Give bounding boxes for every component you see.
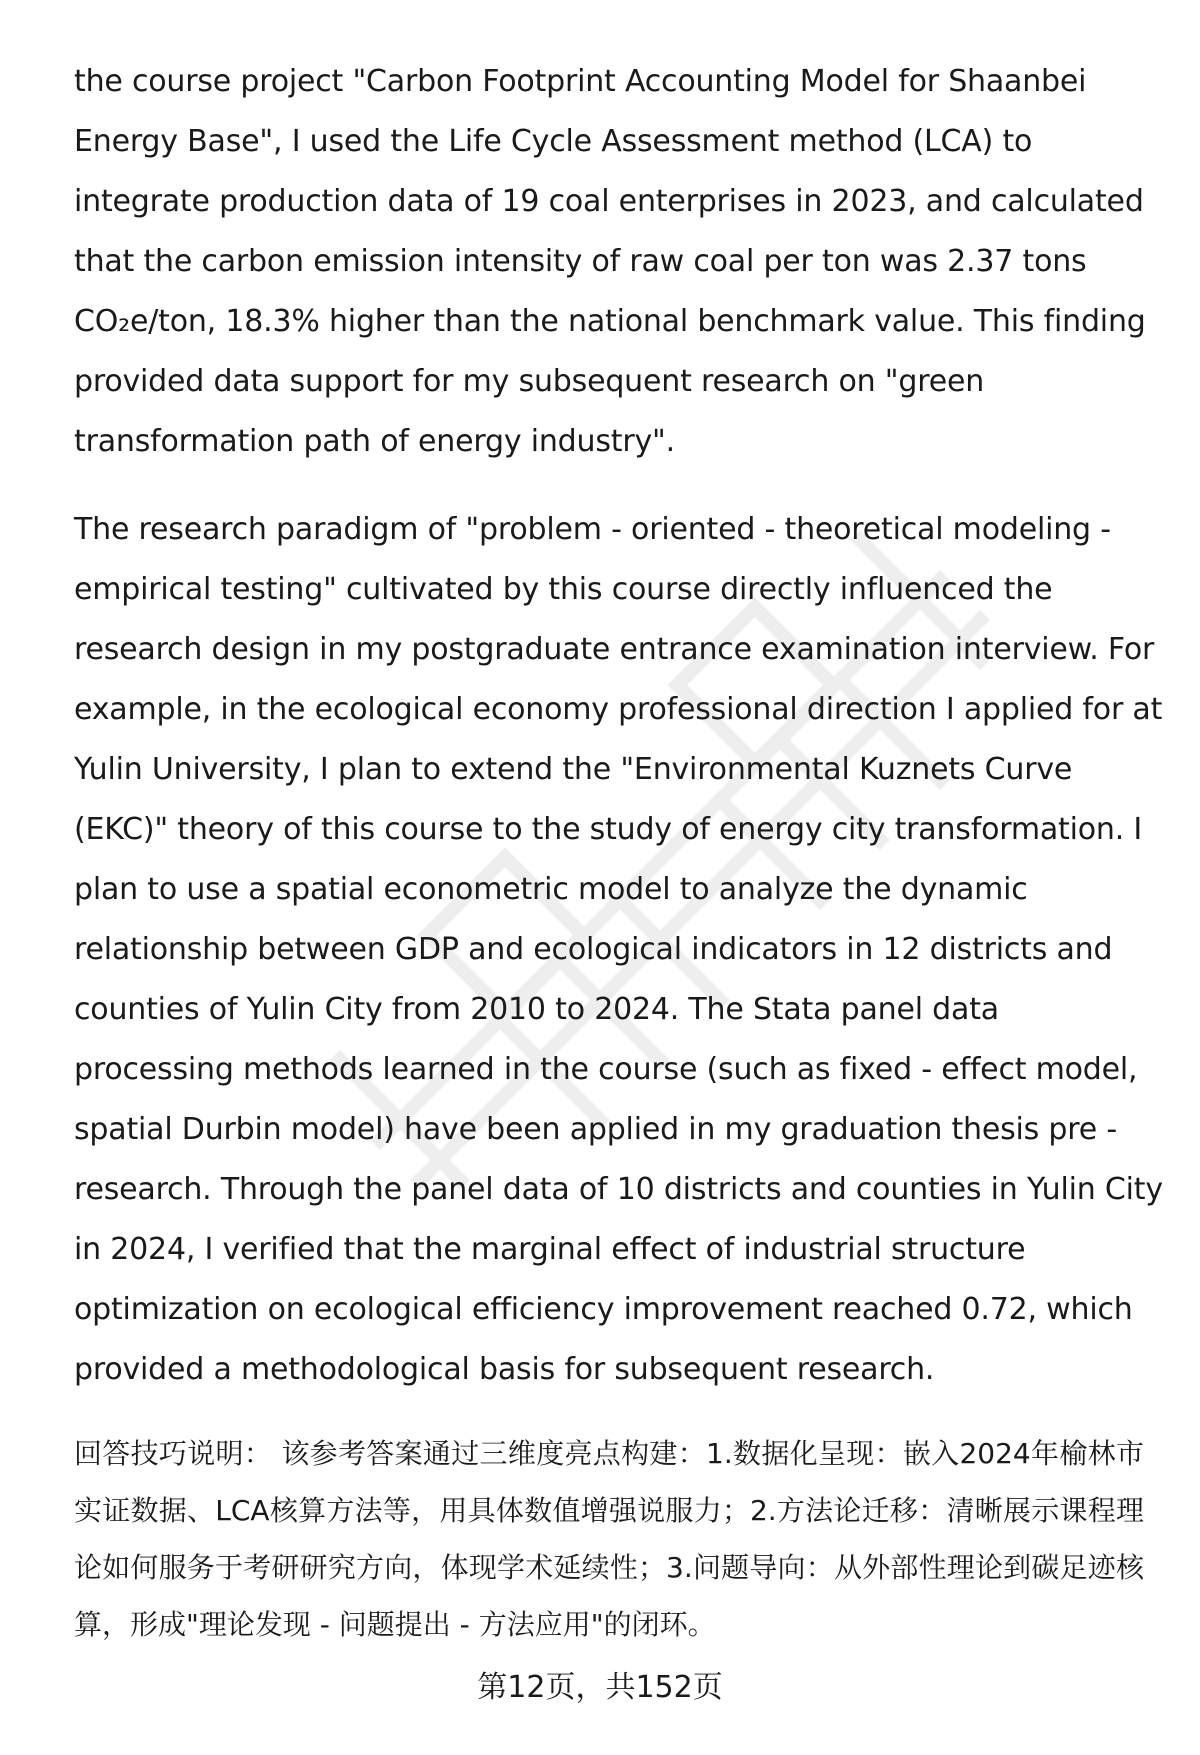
body-text [74, 52, 1164, 1400]
paragraph-research-paradigm: The research paradigm of "problem - oriented - theoretical modeling - empirical testing" cultivated by this course directly influenced the research design in my postgraduate entrance examination interview. For example, in the ecological economy professional direction I applied for at Yulin University, I plan to extend the "Environmental Kuznets Curve (EKC)" theory of this course to the study of energy city transformation. I plan to use a spatial econometric model to analyze the dynamic relationship between GDP and ecological indicators in 12 districts and counties of Yulin City from 2010 to 2024. The Stata panel data processing methods learned in the course (such as fixed - effect model, spatial Durbin model) have been applied in my graduation thesis pre - research. Through the panel data of 10 districts and counties in Yulin City in 2024, I verified that the marginal effect of industrial structure optimization on ecological efficiency improvement reached 0.72, which provided a methodological basis for subsequent research. [74, 512, 1163, 1387]
answer-tips-note: 回答技巧说明： 该参考答案通过三维度亮点构建：1.数据化呈现：嵌入2024年榆林市实证数据、LCA核算方法等，用具体数值增强说服力；2.方法论迁移：清晰展示课程理论如何服务于考研研究方向，体现学术延续性；3.问题导向：从外部性理论到碳足迹核算，形成"理论发现 - 问题提出 - 方法应用"的闭环。 [74, 1437, 1144, 1641]
paragraph-carbon-footprint: the course project "Carbon Footprint Accounting Model for Shaanbei Energy Base", I used the Life Cycle Assessment method (LCA) to integrate production data of 19 coal enterprises in 2023, and calculated that the carbon emission intensity of raw coal per ton was 2.37 tons CO₂e/ton, 18.3% higher than the national benchmark value. This finding provided data support for my subsequent research on "green transformation path of energy industry". [74, 64, 1146, 459]
page-number-footer: 第12页，共152页 [477, 1670, 723, 1705]
